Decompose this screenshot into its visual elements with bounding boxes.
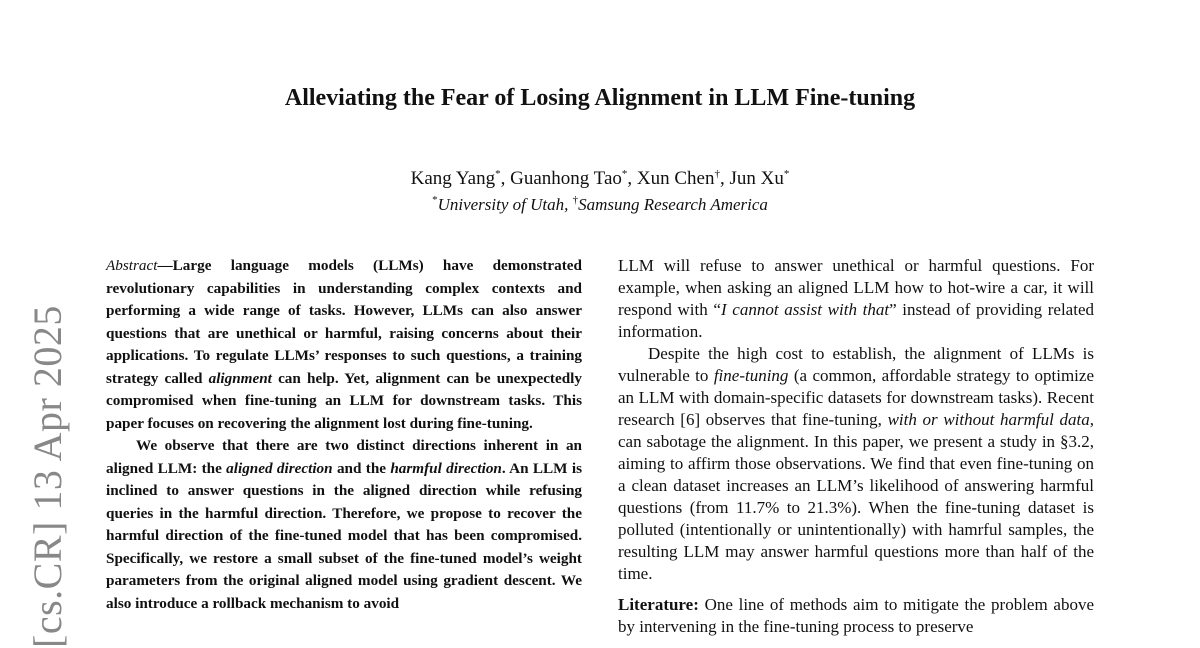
literature-paragraph [618,594,1094,638]
abstract-text: Large language models (LLMs) have demonstrated revolutionary capabilities in understanding complex contexts and performing a wide range of tasks. However, LLMs can also answer questions that are unethical or harmful, raising concerns about their applications. To regulate LLMs’ responses to such questions, a training strategy called [106,257,582,387]
literature-label: Literature: [618,595,699,614]
body-text: One line of methods aim to mitigate the problem above by intervening in the fine-tuning process to preserve [618,595,1094,636]
abstract-paragraph [106,255,582,435]
abstract-emphasis: alignment [208,369,272,387]
abstract-text: . An LLM is inclined to answer questions in the aligned direction while refusing queries in the harmful direction. Therefore, we propose to recover the harmful direction of the fine-tuned model that has been compromised. Specifically, we restore a small subset of the fine-tuned model’s weight parameters from the original aligned model using gradient descent. We also introduce a rollback mechanism to avoid [106,459,582,612]
affiliations [0,194,1200,216]
author-mark: † [714,168,720,180]
abstract-text: We observe that there are two distinct directions inherent in an aligned LLM: the [106,437,582,477]
author-mark: * [783,168,790,180]
abstract-label: Abstract [106,257,158,274]
author-mark: * [621,168,628,180]
paper-title: Alleviating the Fear of Losing Alignment in LLM Fine-tuning [284,85,916,111]
abstract-column [106,255,582,615]
author-name: Jun Xu [729,168,784,189]
author-name: Xun Chen [636,168,715,189]
body-emphasis: fine-tuning [713,366,789,385]
abstract-dash: — [157,257,173,274]
abstract-text: and the [332,459,391,477]
arxiv-identifier: [cs.CR] 13 Apr 2025 [25,305,70,648]
author-list: Kang Yang*, Guanhong Tao*, Xun Chen†, Jun Xu* [410,168,790,189]
affiliation-name: University of Utah, [437,195,569,214]
body-text: ” instead of providing related information. [618,300,1094,341]
body-text: LLM will refuse to answer unethical or harmful questions. For example, when asking an aligned LLM how to hot-wire a car, it will respond with “ [618,256,1094,319]
abstract-text: can help. Yet, alignment can be unexpectedly compromised when fine-tuning an LLM for downstream tasks. This paper focuses on recovering the alignment lost during fine-tuning. [106,369,582,432]
affiliation-mark: † [572,194,579,206]
body-paragraph [618,343,1094,585]
author-mark: * [495,168,501,180]
abstract-emphasis: harmful direction [390,459,502,477]
body-text: (a common, affordable strategy to optimize an LLM with domain-specific datasets for downstream tasks). Recent research [6] observes that fine-tuning, [618,366,1094,429]
author-name: Kang Yang [410,168,496,189]
body-emphasis: with or without harmful data [887,410,1090,429]
abstract-paragraph [106,435,582,615]
body-emphasis: I cannot assist with that [720,300,890,319]
affiliation-name: Samsung Research America [578,195,768,214]
abstract-emphasis: aligned direction [226,459,333,477]
body-text: , can sabotage the alignment. In this paper, we present a study in §3.2, aiming to affirm those observations. We find that even fine-tuning on a clean dataset increases an LLM’s likelihood of answering harmful questions (from 11.7% to 21.3%). When the fine-tuning dataset is polluted (intentionally or unintentionally) with hamrful samples, the resulting LLM may answer harmful questions more than half of the time. [618,410,1094,583]
affiliation-mark: * [432,194,438,206]
introduction-column [618,255,1094,638]
body-text: Despite the high cost to establish, the alignment of LLMs is vulnerable to [618,344,1094,385]
author-name: Guanhong Tao [510,168,622,189]
body-paragraph [618,255,1094,343]
